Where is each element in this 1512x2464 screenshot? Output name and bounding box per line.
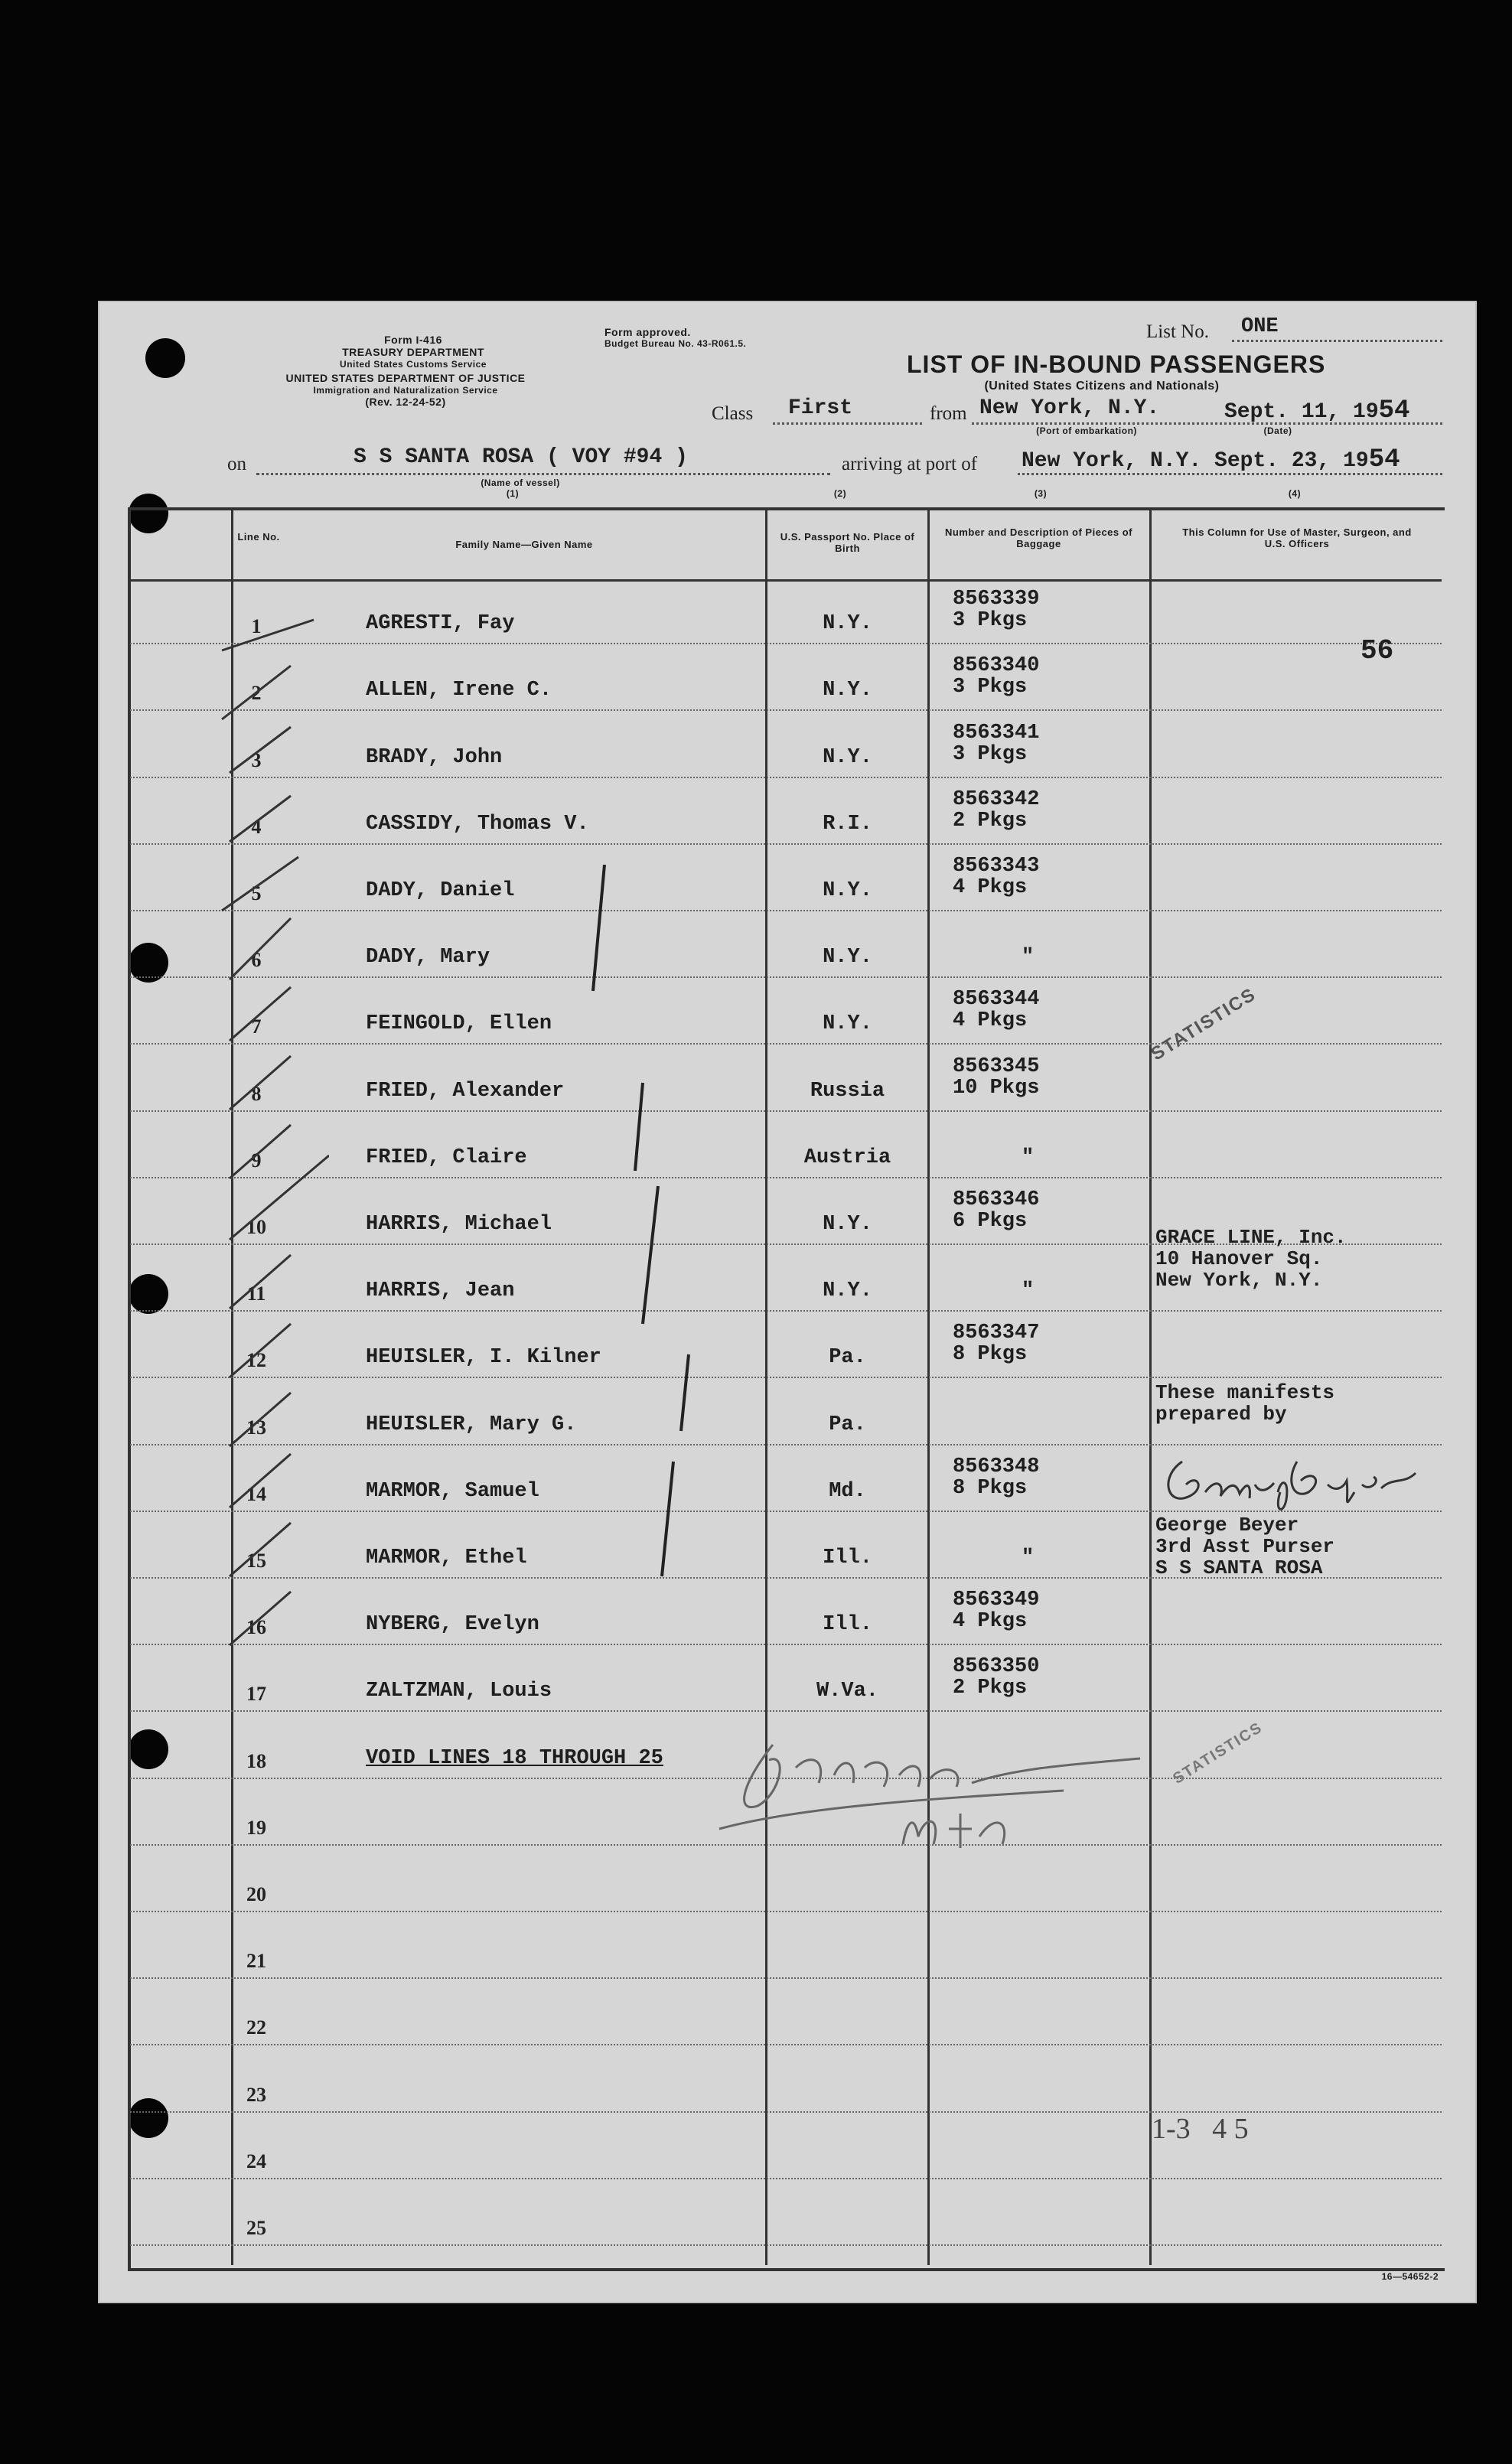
col-divider bbox=[765, 507, 767, 2265]
row-passenger-name: MARMOR, Samuel bbox=[366, 1479, 539, 1503]
row-baggage-description: 8 Pkgs bbox=[953, 1343, 1028, 1367]
row-baggage-description: 2 Pkgs bbox=[953, 1677, 1028, 1700]
row-passenger-name: DADY, Mary bbox=[366, 946, 490, 970]
col4-caption: (4) bbox=[1288, 488, 1302, 499]
table-row bbox=[130, 2044, 1442, 2045]
port-caption: (Port of embarkation) bbox=[1036, 425, 1137, 436]
table-row bbox=[130, 1911, 1442, 1912]
row-passenger-name: FRIED, Claire bbox=[366, 1146, 527, 1169]
row-line-number: 14 bbox=[246, 1482, 266, 1505]
row-line-number: 5 bbox=[251, 882, 262, 904]
arriving-label: arriving at port of bbox=[842, 454, 978, 474]
row-place-of-birth: Ill. bbox=[823, 1547, 872, 1569]
header-rule bbox=[130, 579, 1442, 582]
row-passenger-name: FRIED, Alexander bbox=[366, 1079, 565, 1103]
row-passenger-name: ZALTZMAN, Louis bbox=[366, 1680, 552, 1703]
row-place-of-birth: Md. bbox=[829, 1479, 866, 1503]
row-baggage-number: " bbox=[1022, 1279, 1035, 1303]
col1-caption: (1) bbox=[506, 488, 520, 499]
justice-dept: UNITED STATES DEPARTMENT OF JUSTICE bbox=[285, 372, 526, 384]
page-title: LIST OF IN-BOUND PASSENGERS bbox=[907, 350, 1326, 378]
row-passenger-name: FEINGOLD, Ellen bbox=[366, 1012, 552, 1036]
form-revision: (Rev. 12-24-52) bbox=[365, 396, 446, 408]
row-line-number: 17 bbox=[246, 1683, 266, 1706]
col-divider bbox=[927, 507, 930, 2265]
table-row bbox=[130, 2178, 1442, 2179]
row-place-of-birth: N.Y. bbox=[823, 745, 872, 769]
row-line-number: 24 bbox=[246, 2149, 266, 2172]
row-baggage-number: 8563341 bbox=[953, 721, 1040, 745]
void-signature bbox=[712, 1722, 1155, 1859]
arrival-rule bbox=[1018, 473, 1442, 475]
row-line-number: 11 bbox=[246, 1283, 266, 1305]
row-line-number: 13 bbox=[246, 1416, 266, 1439]
from-label: from bbox=[930, 403, 967, 424]
vessel-name: S S SANTA ROSA ( VOY #94 ) bbox=[354, 445, 688, 469]
row-passenger-name: CASSIDY, Thomas V. bbox=[366, 812, 589, 836]
row-line-number: 22 bbox=[246, 2016, 266, 2039]
col-header-officers: This Column for Use of Master, Surgeon, and U.S. Officers bbox=[1182, 526, 1412, 549]
row-baggage-description: 3 Pkgs bbox=[953, 609, 1028, 633]
embarkation-date: Sept. 11, 1954 bbox=[1224, 396, 1410, 425]
vessel-caption: (Name of vessel) bbox=[481, 477, 560, 488]
row-baggage-number: 8563343 bbox=[953, 855, 1040, 878]
col-header-passport: U.S. Passport No. Place of Birth bbox=[780, 531, 915, 554]
col2-caption: (2) bbox=[833, 488, 847, 499]
customs-service: United States Customs Service bbox=[340, 359, 487, 370]
row-baggage-number: 8563346 bbox=[953, 1188, 1040, 1211]
row-baggage-description: 8 Pkgs bbox=[953, 1476, 1028, 1500]
row-baggage-number: 8563348 bbox=[953, 1455, 1040, 1478]
col3-caption: (3) bbox=[1034, 488, 1048, 499]
page-subtitle: (United States Citizens and Nationals) bbox=[984, 380, 1220, 393]
row-line-number: 20 bbox=[246, 1883, 266, 1905]
row-baggage-number: 8563349 bbox=[953, 1589, 1040, 1612]
row-line-number: 7 bbox=[251, 1015, 262, 1038]
row-passenger-name: HEUISLER, Mary G. bbox=[366, 1413, 577, 1436]
row-place-of-birth: N.Y. bbox=[823, 612, 872, 636]
col-header-baggage: Number and Description of Pieces of Baggage bbox=[944, 526, 1133, 549]
class-value: First bbox=[788, 396, 853, 420]
row-line-number: 15 bbox=[246, 1550, 266, 1572]
row-baggage-number: " bbox=[1022, 1547, 1035, 1569]
row-place-of-birth: Ill. bbox=[823, 1613, 872, 1637]
row-line-number: 16 bbox=[246, 1616, 266, 1639]
purser-line-3: S S SANTA ROSA bbox=[1155, 1556, 1323, 1579]
purser-line-1: George Beyer bbox=[1155, 1514, 1299, 1537]
from-rule bbox=[972, 422, 1442, 425]
row-line-number: 12 bbox=[246, 1349, 266, 1372]
row-passenger-name: VOID LINES 18 THROUGH 25 bbox=[366, 1746, 663, 1770]
row-passenger-name: AGRESTI, Fay bbox=[366, 612, 515, 636]
row-baggage-number: 8563350 bbox=[953, 1655, 1040, 1679]
row-place-of-birth: Austria bbox=[803, 1146, 891, 1169]
row-line-number: 4 bbox=[251, 815, 262, 838]
row-baggage-description: 3 Pkgs bbox=[953, 742, 1028, 766]
row-passenger-name: DADY, Daniel bbox=[366, 879, 515, 902]
class-label: Class bbox=[712, 403, 754, 424]
row-passenger-name: BRADY, John bbox=[366, 745, 503, 769]
purser-line-2: 3rd Asst Purser bbox=[1155, 1535, 1335, 1558]
row-place-of-birth: N.Y. bbox=[823, 879, 872, 902]
row-line-number: 6 bbox=[251, 949, 262, 972]
row-passenger-name: HARRIS, Michael bbox=[366, 1213, 552, 1236]
row-baggage-description: 4 Pkgs bbox=[953, 1610, 1028, 1634]
row-line-number: 19 bbox=[246, 1816, 266, 1839]
ins-service: Immigration and Naturalization Service bbox=[313, 385, 498, 396]
row-baggage-description: 4 Pkgs bbox=[953, 1009, 1028, 1033]
row-passenger-name: ALLEN, Irene C. bbox=[366, 679, 552, 702]
row-place-of-birth: W.Va. bbox=[816, 1680, 878, 1703]
pencil-note: 1-3 4 5 bbox=[1152, 2113, 1249, 2145]
prepared-line-2: prepared by bbox=[1155, 1403, 1287, 1426]
row-baggage-description: 10 Pkgs bbox=[953, 1076, 1040, 1100]
treasury-dept: TREASURY DEPARTMENT bbox=[342, 346, 484, 358]
row-baggage-number: " bbox=[1022, 946, 1035, 970]
company-line-3: New York, N.Y. bbox=[1155, 1269, 1323, 1292]
row-line-number: 1 bbox=[251, 615, 262, 638]
row-place-of-birth: Pa. bbox=[829, 1346, 866, 1370]
vessel-rule bbox=[256, 473, 830, 475]
row-place-of-birth: N.Y. bbox=[823, 1279, 872, 1303]
form-approved: Form approved. bbox=[604, 326, 691, 338]
prepared-line-1: These manifests bbox=[1155, 1381, 1335, 1404]
row-baggage-description: 4 Pkgs bbox=[953, 876, 1028, 899]
binder-hole bbox=[145, 338, 185, 378]
row-line-number: 8 bbox=[251, 1082, 262, 1105]
arrival-port-date: New York, N.Y. Sept. 23, 1954 bbox=[1022, 445, 1400, 474]
row-baggage-number: 8563347 bbox=[953, 1322, 1040, 1345]
form-number: Form I-416 bbox=[384, 334, 442, 346]
table-row bbox=[130, 1710, 1442, 1712]
row-place-of-birth: N.Y. bbox=[823, 1213, 872, 1236]
checkmarks bbox=[191, 605, 329, 1661]
date-caption: (Date) bbox=[1263, 425, 1292, 436]
row-baggage-number: 8563339 bbox=[953, 588, 1040, 611]
on-label: on bbox=[227, 454, 246, 474]
row-place-of-birth: N.Y. bbox=[823, 946, 872, 970]
row-line-number: 25 bbox=[246, 2217, 266, 2239]
row-line-number: 23 bbox=[246, 2083, 266, 2106]
row-baggage-description: 2 Pkgs bbox=[953, 809, 1028, 833]
list-no-value: ONE bbox=[1241, 315, 1279, 338]
row-place-of-birth: N.Y. bbox=[823, 1012, 872, 1036]
purser-signature bbox=[1152, 1439, 1427, 1523]
col-header-line: Line No. bbox=[237, 531, 280, 543]
budget-bureau: Budget Bureau No. 43-R061.5. bbox=[604, 338, 747, 349]
count-annotation: 56 bbox=[1360, 635, 1394, 667]
statistics-stamp: STATISTICS bbox=[1147, 983, 1260, 1065]
row-line-number: 2 bbox=[251, 682, 262, 705]
row-baggage-number: 8563342 bbox=[953, 787, 1040, 811]
row-place-of-birth: N.Y. bbox=[823, 679, 872, 702]
row-baggage-number: 8563345 bbox=[953, 1054, 1040, 1078]
row-baggage-number: 8563344 bbox=[953, 988, 1040, 1012]
list-no-rule bbox=[1232, 340, 1442, 342]
row-passenger-name: NYBERG, Evelyn bbox=[366, 1613, 539, 1637]
row-line-number: 18 bbox=[246, 1749, 266, 1772]
statistics-stamp: STATISTICS bbox=[1170, 1719, 1266, 1788]
footer-code: 16—54652-2 bbox=[1381, 2271, 1439, 2282]
row-baggage-number: " bbox=[1022, 1146, 1035, 1169]
col-divider bbox=[1149, 507, 1152, 2265]
row-place-of-birth: Russia bbox=[810, 1079, 885, 1103]
col-header-name: Family Name—Given Name bbox=[455, 539, 593, 550]
bracket-marks bbox=[566, 865, 704, 1630]
row-place-of-birth: R.I. bbox=[823, 812, 872, 836]
row-baggage-number: 8563340 bbox=[953, 654, 1040, 678]
row-line-number: 10 bbox=[246, 1216, 266, 1238]
class-rule bbox=[773, 422, 922, 425]
row-passenger-name: HEUISLER, I. Kilner bbox=[366, 1346, 601, 1370]
row-line-number: 21 bbox=[246, 1950, 266, 1973]
embarkation-port: New York, N.Y. bbox=[979, 396, 1160, 420]
company-line-2: 10 Hanover Sq. bbox=[1155, 1247, 1323, 1270]
company-line-1: GRACE LINE, Inc. bbox=[1155, 1226, 1347, 1249]
list-no-label: List No. bbox=[1146, 321, 1209, 342]
table-row bbox=[130, 2244, 1442, 2246]
row-passenger-name: MARMOR, Ethel bbox=[366, 1547, 527, 1569]
row-baggage-description: 6 Pkgs bbox=[953, 1210, 1028, 1233]
row-place-of-birth: Pa. bbox=[829, 1413, 866, 1436]
row-baggage-description: 3 Pkgs bbox=[953, 676, 1028, 699]
row-line-number: 3 bbox=[251, 748, 262, 771]
row-line-number: 9 bbox=[251, 1149, 262, 1172]
row-passenger-name: HARRIS, Jean bbox=[366, 1279, 515, 1303]
table-row bbox=[130, 1977, 1442, 1979]
